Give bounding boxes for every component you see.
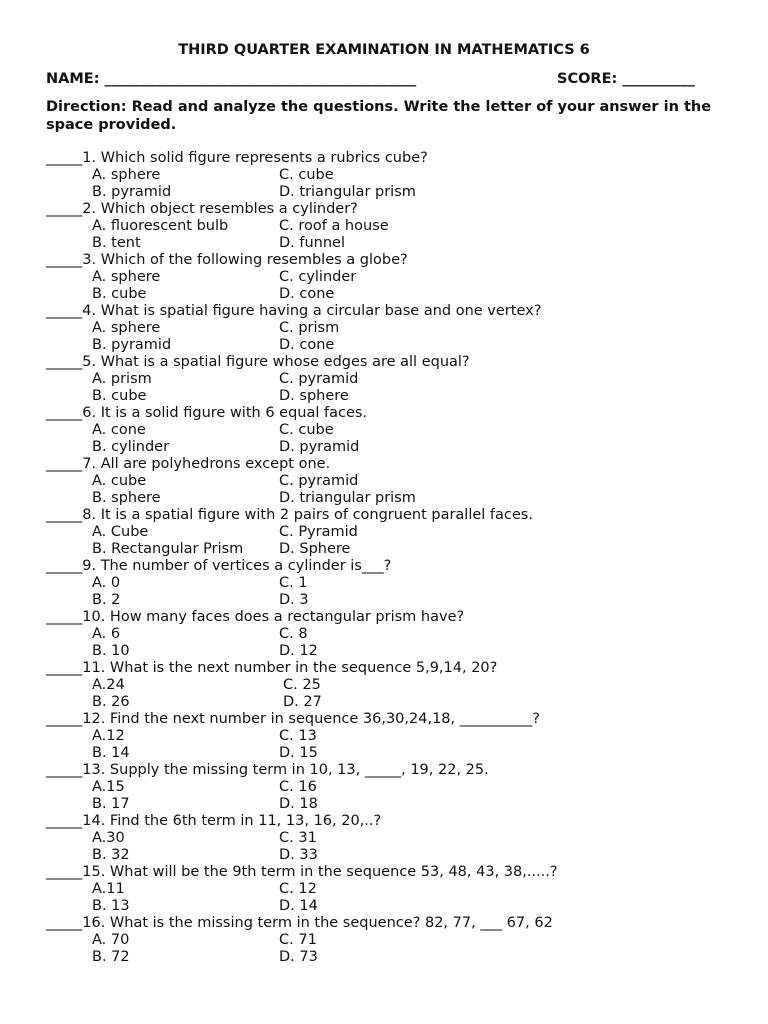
choice-c: C. cylinder <box>279 269 357 285</box>
choice-row <box>46 337 736 354</box>
choice-row <box>46 473 736 490</box>
question-item <box>46 864 736 915</box>
choice-d: D. 3 <box>279 592 309 608</box>
choice-b: B. 10 <box>92 643 130 659</box>
choice-c: C. 16 <box>279 779 317 795</box>
choice-c: C. 71 <box>279 932 317 948</box>
choice-d: D. 73 <box>279 949 318 965</box>
choice-b: B. 72 <box>92 949 130 965</box>
question-item <box>46 405 736 456</box>
choice-b: B. tent <box>92 235 141 251</box>
choice-d: D. funnel <box>279 235 346 251</box>
choice-row <box>46 286 736 303</box>
choice-b: B. 26 <box>92 694 130 710</box>
choice-b: B. pyramid <box>92 184 172 200</box>
choice-row <box>46 626 736 643</box>
question-stem: _____8. It is a spatial figure with 2 pairs of congruent parallel faces. <box>46 507 533 523</box>
choice-row <box>46 422 736 439</box>
question-stem: _____16. What is the missing term in the sequence? 82, 77, ___ 67, 62 <box>46 915 553 931</box>
choice-a: A. Cube <box>92 524 149 540</box>
choice-c: C. 13 <box>279 728 317 744</box>
choice-b: B. 14 <box>92 745 130 761</box>
question-stem: _____3. Which of the following resembles a globe? <box>46 252 408 268</box>
choice-a: A.12 <box>92 728 125 744</box>
question-stem: _____2. Which object resembles a cylinder? <box>46 201 358 217</box>
question-item <box>46 915 736 966</box>
question-item <box>46 456 736 507</box>
choice-row <box>46 779 736 796</box>
choice-row <box>46 677 736 694</box>
choice-d: D. 15 <box>279 745 318 761</box>
choice-a: A.24 <box>92 677 125 693</box>
choice-row <box>46 371 736 388</box>
choice-row <box>46 592 736 609</box>
choice-c: C. cube <box>279 167 334 183</box>
choice-a: A. sphere <box>92 269 161 285</box>
question-item <box>46 813 736 864</box>
question-stem: _____14. Find the 6th term in 11, 13, 16, 20,..? <box>46 813 382 829</box>
choice-d: D. sphere <box>279 388 349 404</box>
question-stem: _____10. How many faces does a rectangular prism have? <box>46 609 465 625</box>
choice-row <box>46 830 736 847</box>
choice-c: C. 25 <box>283 677 321 693</box>
question-stem: _____15. What will be the 9th term in the sequence 53, 48, 43, 38,.....? <box>46 864 558 880</box>
question-item <box>46 660 736 711</box>
choice-a: A. 70 <box>92 932 130 948</box>
question-item <box>46 507 736 558</box>
choice-row <box>46 388 736 405</box>
choice-row <box>46 847 736 864</box>
choice-d: D. Sphere <box>279 541 351 557</box>
exam-title: THIRD QUARTER EXAMINATION IN MATHEMATICS 6 <box>178 42 590 58</box>
choice-b: B. cylinder <box>92 439 170 455</box>
question-item <box>46 201 736 252</box>
choice-d: D. cone <box>279 286 335 302</box>
choice-b: B. pyramid <box>92 337 172 353</box>
choice-row <box>46 932 736 949</box>
choice-a: A.30 <box>92 830 125 846</box>
choice-d: D. 33 <box>279 847 318 863</box>
choice-d: D. 27 <box>283 694 322 710</box>
question-stem: _____5. What is a spatial figure whose edges are all equal? <box>46 354 470 370</box>
choice-d: D. 12 <box>279 643 318 659</box>
choice-a: A. sphere <box>92 167 161 183</box>
choice-row <box>46 439 736 456</box>
choice-b: B. Rectangular Prism <box>92 541 244 557</box>
choice-d: D. 14 <box>279 898 318 914</box>
choice-row <box>46 235 736 252</box>
choice-d: D. 18 <box>279 796 318 812</box>
question-item <box>46 609 736 660</box>
directions-text: Direction: Read and analyze the questions. Write the letter of your answer in the space provided. <box>46 99 712 133</box>
questions-list <box>46 150 736 966</box>
choice-d: D. triangular prism <box>279 184 416 200</box>
question-stem: _____12. Find the next number in sequence 36,30,24,18, __________? <box>46 711 540 727</box>
name-field: NAME: ___________________________________________ <box>46 71 417 87</box>
choice-b: B. 13 <box>92 898 130 914</box>
question-item <box>46 558 736 609</box>
choice-row <box>46 745 736 762</box>
choice-row <box>46 949 736 966</box>
question-item <box>46 354 736 405</box>
choice-a: A. fluorescent bulb <box>92 218 229 234</box>
choice-a: A. prism <box>92 371 152 387</box>
question-stem: _____13. Supply the missing term in 10, 13, _____, 19, 22, 25. <box>46 762 489 778</box>
question-item <box>46 711 736 762</box>
question-stem: _____1. Which solid figure represents a rubrics cube? <box>46 150 428 166</box>
choice-c: C. 12 <box>279 881 317 897</box>
choice-row <box>46 269 736 286</box>
choice-row <box>46 167 736 184</box>
choice-c: C. 8 <box>279 626 308 642</box>
score-field: SCORE: __________ <box>557 71 695 87</box>
choice-a: A. sphere <box>92 320 161 336</box>
choice-c: C. cube <box>279 422 334 438</box>
choice-c: C. 1 <box>279 575 308 591</box>
choice-c: C. prism <box>279 320 340 336</box>
choice-row <box>46 218 736 235</box>
choice-b: B. 32 <box>92 847 130 863</box>
choice-c: C. pyramid <box>279 371 359 387</box>
choice-b: B. 2 <box>92 592 121 608</box>
question-stem: _____9. The number of vertices a cylinder is___? <box>46 558 392 574</box>
choice-b: B. cube <box>92 286 147 302</box>
choice-row <box>46 728 736 745</box>
question-item <box>46 252 736 303</box>
question-item <box>46 762 736 813</box>
choice-row <box>46 796 736 813</box>
choice-row <box>46 320 736 337</box>
question-stem: _____4. What is spatial figure having a circular base and one vertex? <box>46 303 542 319</box>
choice-d: D. cone <box>279 337 335 353</box>
choice-row <box>46 541 736 558</box>
choice-d: D. pyramid <box>279 439 360 455</box>
choice-a: A. 6 <box>92 626 121 642</box>
question-stem: _____6. It is a solid figure with 6 equal faces. <box>46 405 368 421</box>
choice-a: A.15 <box>92 779 125 795</box>
choice-b: B. sphere <box>92 490 161 506</box>
question-stem: _____7. All are polyhedrons except one. <box>46 456 331 472</box>
question-stem: _____11. What is the next number in the sequence 5,9,14, 20? <box>46 660 498 676</box>
choice-c: C. 31 <box>279 830 317 846</box>
choice-c: C. pyramid <box>279 473 359 489</box>
choice-a: A. cone <box>92 422 146 438</box>
choice-c: C. Pyramid <box>279 524 358 540</box>
choice-b: B. 17 <box>92 796 130 812</box>
choice-row <box>46 575 736 592</box>
choice-row <box>46 881 736 898</box>
question-item <box>46 150 736 201</box>
question-item <box>46 303 736 354</box>
choice-row <box>46 898 736 915</box>
choice-row <box>46 184 736 201</box>
choice-c: C. roof a house <box>279 218 389 234</box>
choice-a: A.11 <box>92 881 125 897</box>
choice-a: A. 0 <box>92 575 121 591</box>
choice-b: B. cube <box>92 388 147 404</box>
choice-row <box>46 490 736 507</box>
choice-d: D. triangular prism <box>279 490 416 506</box>
choice-row <box>46 524 736 541</box>
choice-row <box>46 694 736 711</box>
choice-row <box>46 643 736 660</box>
choice-a: A. cube <box>92 473 147 489</box>
